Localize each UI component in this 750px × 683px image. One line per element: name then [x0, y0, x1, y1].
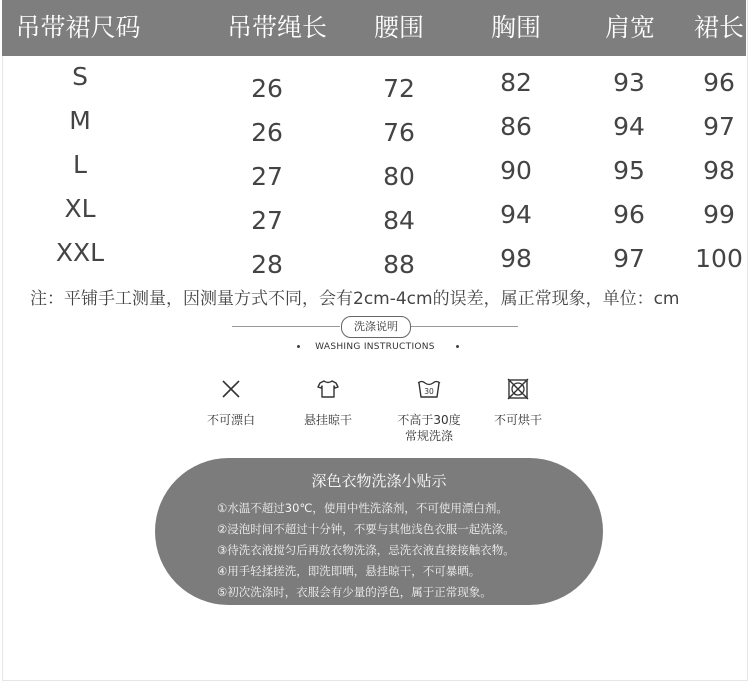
shoulder-cell: 97	[613, 244, 645, 273]
size-cell: XXL	[55, 238, 105, 267]
strap-length-cell: 27	[251, 206, 283, 235]
care-item-no-tumble-dry	[478, 378, 558, 428]
size-cell: L	[73, 150, 87, 179]
measurement-note: 注：平铺手工测量，因测量方式不同，会有2cm-4cm的误差，属正常现象，单位：cm	[30, 289, 680, 309]
tip-item: ④用手轻揉搓洗，即洗即晒，悬挂晾干，不可暴晒。	[217, 564, 481, 578]
header-waist: 腰围	[373, 13, 424, 42]
strap-length-cell: 26	[251, 74, 283, 103]
bust-cell: 90	[500, 156, 532, 185]
no-tumble-dry-icon	[506, 378, 530, 400]
table-row	[0, 62, 750, 106]
care-label	[389, 412, 469, 444]
header-dress-length: 裙长	[693, 13, 744, 42]
tip-item: ①水温不超过30℃，使用中性洗涤剂，不可使用漂白剂。	[217, 501, 508, 515]
table-row	[0, 194, 750, 238]
hang-dry-shirt-icon	[316, 378, 340, 400]
divider-left	[232, 326, 340, 327]
care-label: 不可烘干	[493, 413, 542, 427]
shoulder-cell: 93	[613, 68, 645, 97]
bust-cell: 94	[500, 200, 532, 229]
divider-right	[410, 326, 518, 327]
tips-list	[217, 498, 515, 603]
dress-length-cell: 99	[703, 200, 735, 229]
waist-cell: 84	[383, 206, 415, 235]
header-bust: 胸围	[490, 13, 541, 42]
dress-length-cell: 97	[703, 112, 735, 141]
waist-cell: 80	[383, 162, 415, 191]
table-row	[0, 238, 750, 282]
size-cell: S	[72, 62, 88, 91]
table-row	[0, 150, 750, 194]
tip-item: ⑤初次洗涤时，衣服会有少量的浮色，属于正常现象。	[217, 585, 492, 599]
no-bleach-cross-icon	[220, 378, 242, 400]
size-cell: M	[69, 106, 91, 135]
care-item-wash-30	[389, 378, 469, 444]
dress-length-cell: 100	[695, 244, 743, 273]
care-label-line-1: 不高于30度	[397, 413, 461, 427]
care-label-line-2: 常规洗涤	[404, 429, 453, 443]
waist-cell: 88	[383, 250, 415, 279]
dress-length-cell: 98	[703, 156, 735, 185]
header-shoulder: 肩宽	[604, 13, 655, 42]
size-cell: XL	[64, 194, 96, 223]
tips-title: 深色衣物洗涤小贴示	[311, 472, 447, 490]
dark-clothes-tips-panel	[155, 458, 603, 605]
waist-cell: 76	[383, 118, 415, 147]
bust-cell: 82	[500, 68, 532, 97]
table-row	[0, 106, 750, 150]
strap-length-cell: 28	[251, 250, 283, 279]
tip-item: ②浸泡时间不超过十分钟，不要与其他浅色衣服一起洗涤。	[217, 522, 515, 536]
care-label: 不可漂白	[206, 413, 255, 427]
header-strap-length: 吊带绳长	[226, 13, 327, 42]
dress-length-cell: 96	[703, 68, 735, 97]
shoulder-cell: 94	[613, 112, 645, 141]
tip-item: ③待洗衣液搅匀后再放衣物洗涤，忌洗衣液直接接触衣物。	[217, 543, 515, 557]
washing-subtitle: WASHING INSTRUCTIONS	[315, 342, 435, 352]
care-item-no-bleach	[191, 378, 271, 428]
strap-length-cell: 26	[251, 118, 283, 147]
bust-cell: 86	[500, 112, 532, 141]
header-size: 吊带裙尺码	[15, 13, 141, 42]
bust-cell: 98	[500, 244, 532, 273]
waist-cell: 72	[383, 74, 415, 103]
wash-30-degree-icon	[416, 378, 442, 400]
shoulder-cell: 96	[613, 200, 645, 229]
wash-temp-text: 30	[424, 387, 434, 396]
care-item-hang-dry	[288, 378, 368, 428]
strap-length-cell: 27	[251, 162, 283, 191]
size-table-header	[2, 0, 746, 56]
care-label: 悬挂晾干	[303, 413, 352, 427]
washing-title: 洗涤说明	[341, 316, 411, 338]
shoulder-cell: 95	[613, 156, 645, 185]
